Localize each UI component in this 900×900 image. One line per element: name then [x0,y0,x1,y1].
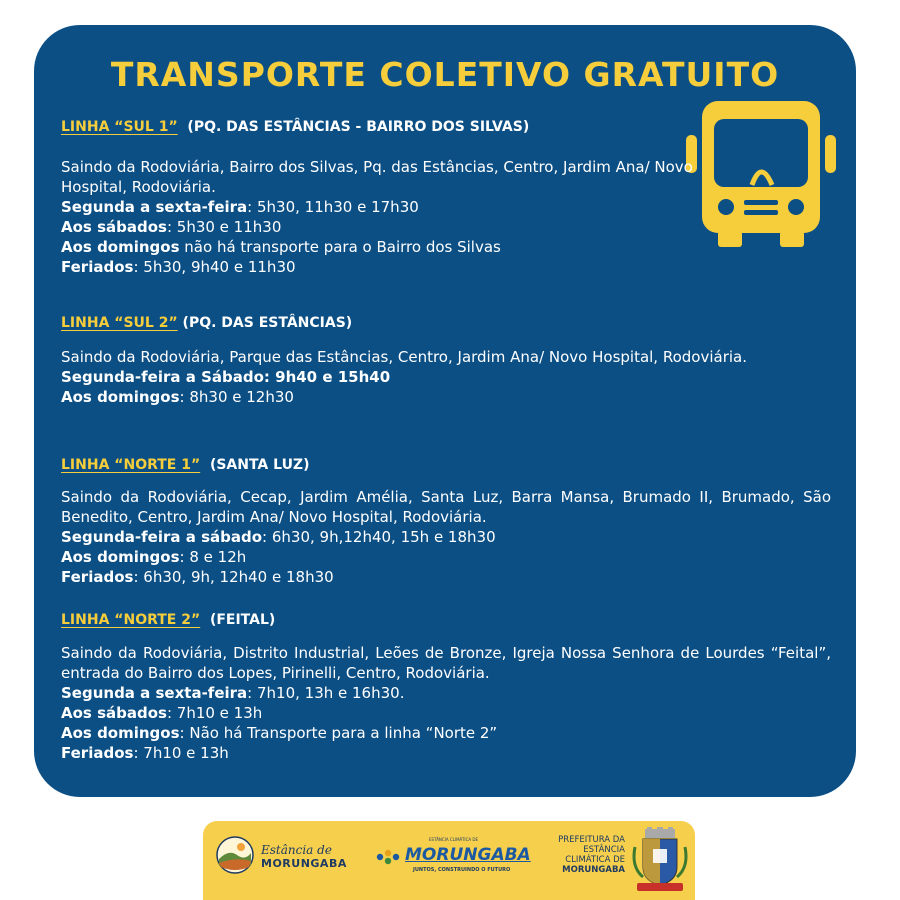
line-subtitle: (PQ. DAS ESTÂNCIAS - BAIRRO DOS SILVAS) [187,119,530,135]
schedule-row: Aos domingos: Não há Transporte para a linha “Norte 2” [61,724,498,742]
line-section [61,347,831,407]
line-name: LINHA “SUL 1” [61,119,178,135]
line-section [61,157,701,277]
dots-icon [375,849,403,865]
schedule-row: Segunda-feira a Sábado: 9h40 e 15h40 [61,368,391,386]
route-text: Saindo da Rodoviária, Parque das Estâncias, Centro, Jardim Ana/ Novo Hospital, Rodoviária. [61,348,748,366]
line-section [61,643,831,763]
line-heading [61,315,352,331]
route-text: Saindo da Rodoviária, Bairro dos Silvas, Pq. das Estâncias, Centro, Jardim Ana/ Novo Hospital, Rodoviária. [61,158,693,196]
schedule-card [34,25,856,797]
schedule-row: Segunda-feira a sábado: 6h30, 9h,12h40, 15h e 18h30 [61,528,496,546]
logo-estancia-text: Estância de MORUNGABA [261,843,347,870]
schedule-row: Aos sábados: 5h30 e 11h30 [61,218,282,236]
line-section [61,487,831,587]
line-heading [61,612,275,628]
footer-logo-bar: Estância de MORUNGABA ESTÂNCIA CLIMÁTICA DE MORUNGABA JUNTOS, CONSTRUINDO O FUTURO PREFEITURA DA ESTÂNCIA CLIMÁTICA DE MORUNGABA [203,821,695,900]
schedule-row: Feriados: 5h30, 9h40 e 11h30 [61,258,296,276]
line-subtitle: (PQ. DAS ESTÂNCIAS) [182,315,353,331]
route-text: Saindo da Rodoviária, Distrito Industrial, Leões de Bronze, Igreja Nossa Senhora de Lourdes “Feital”, entrada do Bairro dos Lopes, Pirinelli, Centro, Rodoviária. [61,644,831,682]
schedule-row: Feriados: 7h10 e 13h [61,744,229,762]
morungaba-landscape-logo [215,835,255,875]
route-text: Saindo da Rodoviária, Cecap, Jardim Amélia, Santa Luz, Barra Mansa, Brumado II, Brumado, São Benedito, Centro, Jardim Ana/ Novo Hospital, Rodoviária. [61,488,831,526]
schedule-row: Aos domingos não há transporte para o Bairro dos Silvas [61,238,501,256]
line-name: LINHA “NORTE 1” [61,457,201,473]
page-title: TRANSPORTE COLETIVO GRATUITO [110,55,780,94]
line-name: LINHA “NORTE 2” [61,612,201,628]
schedule-row: Aos sábados: 7h10 e 13h [61,704,263,722]
line-subtitle: (SANTA LUZ) [209,457,310,473]
schedule-row: Aos domingos: 8h30 e 12h30 [61,388,294,406]
line-subtitle: (FEITAL) [209,612,276,628]
bus-icon [684,97,838,249]
prefeitura-text: PREFEITURA DA ESTÂNCIA CLIMÁTICA DE MORUNGABA [558,835,625,875]
schedule-row: Segunda a sexta-feira: 5h30, 11h30 e 17h30 [61,198,419,216]
schedule-row: Segunda a sexta-feira: 7h10, 13h e 16h30. [61,684,405,702]
morungaba-crest [631,827,689,893]
line-heading [61,457,309,473]
schedule-row: Feriados: 6h30, 9h, 12h40 e 18h30 [61,568,334,586]
line-heading [61,119,529,135]
line-name: LINHA “SUL 2” [61,315,178,331]
schedule-row: Aos domingos: 8 e 12h [61,548,247,566]
